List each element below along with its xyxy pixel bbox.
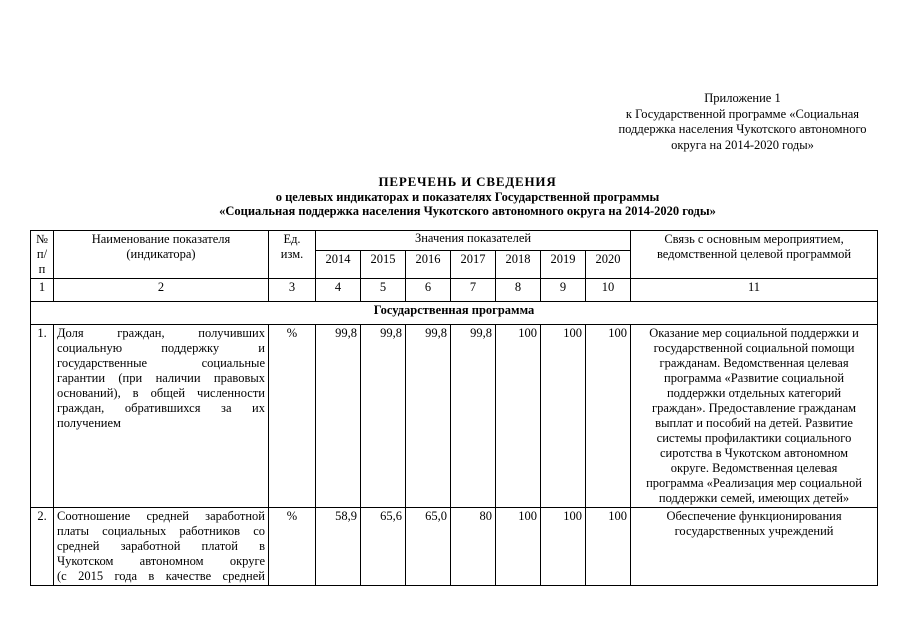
row-link-line: программа «Развитие социальной: [664, 371, 845, 385]
row-name-line: Чукотском автономном округе: [57, 554, 265, 568]
row-name-line: платы социальных работников со: [57, 524, 265, 538]
appendix-line: округа на 2014-2020 годы»: [671, 137, 814, 152]
row-unit: %: [269, 325, 316, 508]
row-link-line: поддержки отдельных категорий: [666, 386, 842, 400]
title-line: о целевых индикаторах и показателях Государственной программы: [275, 189, 660, 204]
header-values: Значения показателей: [316, 231, 631, 251]
column-number: 2: [54, 279, 269, 302]
row-name-line: государственные социальные: [57, 356, 265, 370]
row-link-line: системы профилактики социального: [656, 431, 852, 445]
row-name-line: средней заработной платой в: [57, 539, 265, 553]
row-value: 99,8: [316, 325, 361, 508]
header-text: (индикатора): [126, 247, 196, 261]
year-cell: 2015: [361, 251, 406, 279]
year-cell: 2017: [451, 251, 496, 279]
row-value: 99,8: [406, 325, 451, 508]
row-name: [54, 508, 269, 586]
row-link-line: Обеспечение функционирования: [666, 509, 842, 523]
header-text: №: [36, 232, 48, 246]
row-link-line: Оказание мер социальной поддержки и: [649, 326, 859, 340]
year-cell: 2020: [586, 251, 631, 279]
row-value: 100: [586, 325, 631, 508]
section-row: [31, 302, 878, 325]
header-row: [31, 231, 878, 251]
column-number: 10: [586, 279, 631, 302]
row-link: [631, 325, 878, 508]
row-name-line: (с 2015 года в качестве средней: [57, 569, 265, 583]
title-line: «Социальная поддержка населения Чукотского автономного округа на 2014-2020 годы»: [219, 204, 716, 218]
row-value: 65,6: [361, 508, 406, 586]
row-link-line: программа «Реализация мер социальной: [646, 476, 862, 490]
row-name-line: оснований), в общей численности: [57, 386, 265, 400]
row-value: 58,9: [316, 508, 361, 586]
appendix-line: поддержка населения Чукотского автономного: [618, 122, 867, 136]
row-link-line: граждан». Предоставление гражданам: [651, 401, 857, 415]
year-cell: 2014: [316, 251, 361, 279]
header-text: п/п: [36, 247, 48, 276]
row-value: 100: [541, 508, 586, 586]
row-value: 80: [451, 508, 496, 586]
header-unit: [269, 231, 316, 279]
row-num: 1.: [31, 325, 54, 508]
header-link: [631, 231, 878, 279]
year-cell: 2018: [496, 251, 541, 279]
header-text: Связь с основным мероприятием,: [664, 232, 844, 246]
header-text: изм.: [280, 247, 304, 261]
row-link-line: округе. Ведомственная целевая: [670, 461, 838, 475]
column-number: 3: [269, 279, 316, 302]
appendix-line: Приложение 1: [704, 91, 781, 105]
year-cell: 2016: [406, 251, 451, 279]
row-link-line: гражданам. Ведомственная целевая: [659, 356, 849, 370]
row-link-line: выплат и пособий на детей. Развитие: [655, 416, 853, 430]
row-value: 65,0: [406, 508, 451, 586]
column-number: 7: [451, 279, 496, 302]
column-number: 8: [496, 279, 541, 302]
row-link-line: государственных учреждений: [674, 524, 834, 538]
row-name-line: Доля граждан, получивших: [57, 326, 265, 340]
row-name-line: граждан, обратившихся за их: [57, 401, 265, 415]
row-link-line: поддержки семей, имеющих детей»: [658, 491, 850, 505]
header-num: [31, 231, 54, 279]
column-numbers-row: [31, 279, 878, 302]
header-name: [54, 231, 269, 279]
row-link-line: государственной социальной помощи: [653, 341, 855, 355]
column-number: 6: [406, 279, 451, 302]
row-value: 99,8: [451, 325, 496, 508]
appendix-note: [590, 91, 895, 153]
row-name-line: получением: [57, 416, 121, 430]
column-number: 4: [316, 279, 361, 302]
row-num: 2.: [31, 508, 54, 586]
year-cell: 2019: [541, 251, 586, 279]
row-value: 100: [496, 508, 541, 586]
row-name-line: Соотношение средней заработной: [57, 509, 265, 523]
row-name-line: социальную поддержку и: [57, 341, 265, 355]
row-unit: %: [269, 508, 316, 586]
column-number: 11: [631, 279, 878, 302]
section-title: Государственная программа: [31, 302, 878, 325]
table-row: [31, 325, 878, 508]
row-link: [631, 508, 878, 586]
row-value: 100: [586, 508, 631, 586]
document-title: [0, 175, 905, 219]
column-number: 1: [31, 279, 54, 302]
indicators-table: [30, 230, 878, 586]
column-number: 5: [361, 279, 406, 302]
column-number: 9: [541, 279, 586, 302]
header-text: ведомственной целевой программой: [656, 247, 852, 261]
appendix-line: к Государственной программе «Социальная: [625, 106, 860, 121]
header-text: Наименование показателя: [91, 232, 231, 246]
title-main: ПЕРЕЧЕНЬ И СВЕДЕНИЯ: [378, 174, 557, 189]
row-link-line: сиротства в Чукотском автономном: [659, 446, 849, 460]
row-value: 99,8: [361, 325, 406, 508]
table-row: [31, 508, 878, 586]
row-value: 100: [541, 325, 586, 508]
row-name: [54, 325, 269, 508]
header-text: Ед.: [283, 232, 301, 246]
row-value: 100: [496, 325, 541, 508]
row-name-line: гарантии (при наличии правовых: [57, 371, 265, 385]
